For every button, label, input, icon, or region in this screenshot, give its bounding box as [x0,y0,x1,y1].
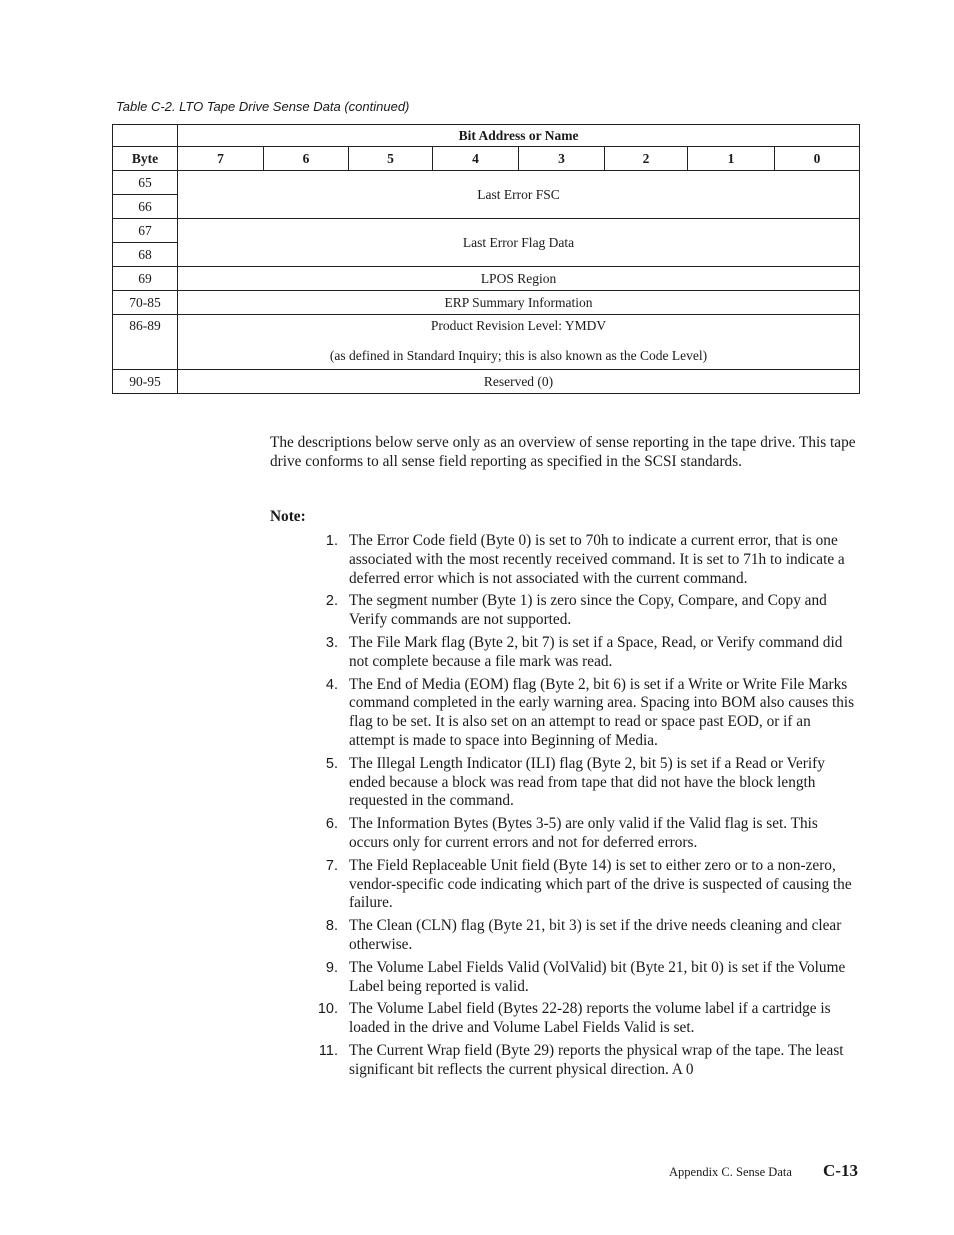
item-number: 1. [325,533,338,549]
list-item [270,959,860,997]
item-number: 5. [325,755,338,772]
bit-header: 2 [605,147,688,171]
byte-header: Byte [113,147,178,171]
list-item [270,755,860,811]
item-text: The Volume Label Fields Valid (VolValid) bit (Byte 21, bit 0) is set if the Volume Label being reported is valid. [349,958,846,995]
list-item [270,676,860,751]
item-text: The Clean (CLN) flag (Byte 21, bit 3) is set if the drive needs cleaning and clear otherwise. [349,917,842,953]
item-number: 7. [325,857,338,874]
field-cell: ERP Summary Information [178,291,860,315]
byte-cell: 90-95 [113,370,178,394]
item-text: The segment number (Byte 1) is zero since the Copy, Compare, and Copy and Verify commands are not supported. [349,592,827,629]
bit-header: 0 [775,147,860,171]
list-item [270,1000,860,1038]
list-item [270,532,860,588]
item-number: 10. [317,1001,338,1018]
byte-cell: 86-89 [113,315,178,370]
item-text: The Information Bytes (Bytes 3-5) are only valid if the Valid flag is set. This occurs only for current errors and not for deferred errors. [349,815,818,851]
table-caption: Table C-2. LTO Tape Drive Sense Data (continued) [116,99,410,114]
list-item [270,917,860,955]
bit-header: 1 [688,147,775,171]
header-blank [113,125,178,147]
note-heading: Note: [270,508,306,525]
list-item [270,1042,860,1080]
field-cell: Reserved (0) [178,370,860,394]
item-text: The File Mark flag (Byte 2, bit 7) is set if a Space, Read, or Verify command did not complete because a file mark was read. [349,633,843,670]
field-name: Product Revision Level: YMDV [430,318,607,333]
intro-paragraph: The descriptions below serve only as an overview of sense reporting in the tape drive. This tape drive conforms to all sense field reporting as specified in the SCSI standards. [270,434,856,470]
list-item [270,634,860,672]
item-number: 3. [325,634,338,651]
byte-cell: 70-85 [113,291,178,315]
byte-cell: 65 [113,171,178,195]
item-number: 9. [325,959,338,976]
item-number: 4. [325,676,338,693]
bit-header: 7 [178,147,264,171]
byte-cell: 67 [113,219,178,243]
bit-address-header: Bit Address or Name [178,125,860,147]
item-text: The Field Replaceable Unit field (Byte 14) is set to either zero or to a non-zero, vendor-specific code indicating which part of the drive is suspected of causing the failure. [349,856,852,912]
field-detail: (as defined in Standard Inquiry; this is also known as the Code Level) [329,348,708,363]
item-number: 8. [325,918,338,935]
list-item [270,857,860,913]
bit-header: 3 [519,147,605,171]
footer-section: Appendix C. Sense Data [669,1165,792,1179]
item-text: The Volume Label field (Bytes 22-28) reports the volume label if a cartridge is loaded in the drive and Volume Label Fields Valid is set. [349,1000,831,1037]
byte-cell: 68 [113,243,178,267]
item-number: 2. [325,593,338,610]
list-item [270,815,860,853]
field-cell: LPOS Region [178,267,860,291]
bit-header: 6 [264,147,349,171]
notes-list [270,532,860,1084]
item-text: The End of Media (EOM) flag (Byte 2, bit 6) is set if a Write or Write File Marks command completed in the early warning area. Spacing into BOM also causes this flag to be set. It is also set on an attempt to read or space past EOD, or if an attempt is made to space into Beginning of Media. [349,675,855,749]
page-number: C-13 [823,1161,858,1180]
item-text: The Current Wrap field (Byte 29) reports the physical wrap of the tape. The least significant bit reflects the current physical direction. A 0 [349,1041,844,1078]
sense-data-table [112,124,860,394]
bit-header: 5 [349,147,433,171]
byte-cell: 66 [113,195,178,219]
item-text: The Illegal Length Indicator (ILI) flag (Byte 2, bit 5) is set if a Read or Verify ended because a block was read from tape that did not have the block length requested in the command. [349,754,825,810]
field-cell: Last Error Flag Data [178,219,860,267]
item-text: The Error Code field (Byte 0) is set to 70h to indicate a current error, that is one associated with the most recently received command. It is set to 71h to indicate a deferred error which is not associated with the current command. [349,532,845,587]
field-cell: Last Error FSC [178,171,860,219]
item-number: 6. [325,816,338,833]
item-number: 11. [318,1042,338,1059]
byte-cell: 69 [113,267,178,291]
bit-header: 4 [433,147,519,171]
field-cell [178,315,860,370]
list-item [270,592,860,630]
